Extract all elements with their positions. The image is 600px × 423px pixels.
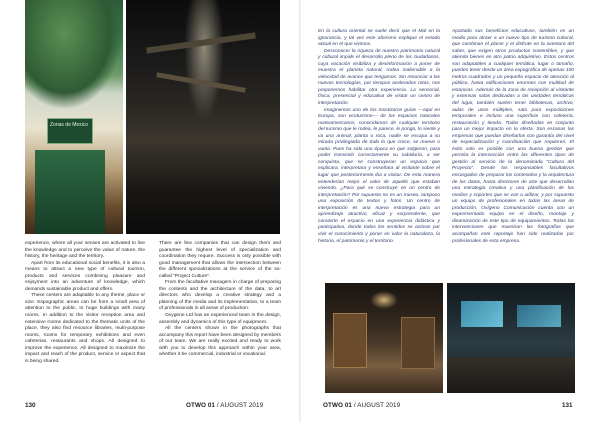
paragraph: Apartado sus beneficios educativos, también es un medio para atraer a un nuevo tipo de turismo cultural, que combinan el placer y el disfrute en la aventura del saber, que exigen otros productos sostenibles, y que atienda bienes en atro patrio adquisitivo. Estos centros son adaptables a cualquier temática, lugar o tamaño, pueden tener desde un área expográfica de apenas 100 metros cuadrados y un pequeño espacio de atención al público, hasta edificaciones enormes con multitud de estancias. Además de la zona de recepción al visitante y extensas salas dedicadas a las unidades temáticas del lugar, también suelen tener bibliotecas, archivo, aulas de usos múltiples, sala para exposiciones temporales e incluso una superficie con cafetería, restauración y tienda. Todas diseñadas en conjunto para un mejor impacto en la oferta. Son escasas las empresas que puedan diseñarlos con garantía del nivel de especialización y coordinación que requieren. El éxito solo es posible con una buena gestión que permita la intersección entre las diferentes tipos de gestión al servicio de la denominada "Cultura del Proyecto". Desde los responsables facultativos encargados de preparar los contenidos y la arquitectura de los datos, hasta directores de arte que desarrollan una estrategia creativa y una planificación de los medios y soportes que se van a utilizar, y por supuesto un equipo de profesionales en todas las áreas de producción. Oxígeno Comunicación cuenta con un experimentado equipo en el diseño, montaje y dinamización de este tipo de equipamientos. Todas las intervenciones que muestran las fotografías que acompañan este reportaje han sido realizadas por profesionales de esta empresa. <box>452 29 574 244</box>
right-column-1 <box>318 29 440 245</box>
exhibition-photo-dark-hall <box>126 0 280 234</box>
photo-cabinet <box>333 313 367 368</box>
exhibition-photo-screens <box>447 283 575 393</box>
photo-floor <box>447 357 575 393</box>
photo-display-screen <box>517 305 561 327</box>
paragraph: experience, where all your senses are activated to live the knowledge and to perceive the value of nature, the history, the heritage and the territory. <box>25 241 145 260</box>
photo-cabinet <box>401 317 435 369</box>
running-footer-left <box>186 402 263 409</box>
page-number-right: 131 <box>562 402 573 409</box>
right-column-2 <box>452 29 574 245</box>
paragraph: Imaginemos uno de los mostizaros guías —aquí en Europa, son ecoturismo— de los espacios naturales norteamericanos, conocidamos de cualquier territorio del turismo que le rodea, le parece, le ponga, lo siente y va una animal, planta o roca, nadie se escapa a su mirada privilegiada de todo lo que crece, se mueve o vuela. Pues ha sido una época en que solgieron, para poder transmitir correctamente su sabiduría, a ser conquista, que se construyeran un espacio que explicara, interpretara y enseñara al visitante sobre el lugar que posteriormente iba a visitar. De esta manera entenderían mejor el valor de aquello que estaban viviendo. ¿Para qué se construye en un centro de interpretación? Por supuesto no es un museo, tampoco una exposición de textos y fotos. Un centro de interpretación es una nueva estrategia para un aprendizaje atractivo, eficaz y sorprendente, que convierte el espacio en una experiencia didáctica y participativa, donde todos los sentidos se activan par vivir el conocimiento y poner en valor la naturaleza, la historia, el patrimonio y el territorio. <box>318 107 440 244</box>
footer-issue: AUGUST 2019 <box>220 402 264 409</box>
footer-separator: / <box>215 402 221 409</box>
footer-brand: OTWO 01 <box>186 402 216 409</box>
footer-brand: OTWO 01 <box>323 402 353 409</box>
exhibition-photo-green-display <box>25 0 123 234</box>
photo-sign <box>47 118 93 144</box>
paragraph: From the facultative managers in charge of preparing the contents and the architecture of the data, to art directors who develop a creative strategy and a planning of the media and its implementation, to a team of professionals in all areas of production. <box>159 280 281 312</box>
page-gutter <box>299 0 301 423</box>
paragraph: These centers are adaptable to any theme, place or size. Espographic areas can be from a small area of attention to the public, to huge buildings with many rooms. In addition to the visitor reception area and extensive rooms dedicated to the thematic units of the place, they also find resource libraries, multi-purpose rooms, rooms for temporary exhibitions and even cafeterias, restaurants and shops. All designed to improve the experience. All designed to maximize the impact and reach of the product, service or aspect that is being shared. <box>25 293 145 364</box>
paragraph: Oxygene Ltd has an experienced team in the design, assembly and dynamics of this type of equipment. <box>159 313 281 325</box>
footer-separator: / <box>352 402 358 409</box>
photo-lamp-glow <box>370 291 398 309</box>
photo-foliage <box>25 0 123 110</box>
paragraph: Apart from its educational social benefits, it is also a means to attract a new type of cultural tourism, products and services combining pleasure and enjoyment into an adventure of knowledge, which demands sustainable product and offers. <box>25 260 145 292</box>
page-number-left: 130 <box>25 402 36 409</box>
paragraph: En la cultura oriental se suele decir que el Mal en la ignorancia, y tal vez este aforismo explique el estado actual en el que vivimos. <box>318 29 440 48</box>
paragraph: Desconocer la riqueza de nuestro patrimonio natural y cultural impide el desarrollo pleno de los ciudadanos, cuya vocación visibiliza y desinformación a poner de muestra el planeta natural, rodea inalienable a la velocidad de avance que tengamos. Sin renunciar a las nuevas tecnologías, por tiempos acelerados rotas, nos proponemos habilitar otra experiencia. La sensorial, física, presencial y educativa de visitar un centro de interpretación. <box>318 48 440 107</box>
photo-sign-text: Zonas de Mexico <box>50 122 89 128</box>
exhibition-photo-wood-cabinets <box>325 283 443 393</box>
photo-display-plinth <box>35 150 105 234</box>
running-footer-right <box>323 402 400 409</box>
left-column-1 <box>25 241 145 365</box>
footer-issue: AUGUST 2019 <box>357 402 401 409</box>
photo-light-glow <box>184 0 224 120</box>
photo-display-screen <box>461 301 503 327</box>
left-column-2 <box>159 241 281 359</box>
paragraph: There are few companies that can design them and guarantee the highest level of specialization and coordination they require. Success is only possible with good management that allows the intersection between the different specializations at the service of the so-called "Project Culture". <box>159 241 281 279</box>
paragraph: All the centers shown in the photographs that accompany this report have been designed by members of our team. We are really excited and ready to work with you to develop this approach within your area, whether it be commercial, industrial or vocational. <box>159 326 281 358</box>
